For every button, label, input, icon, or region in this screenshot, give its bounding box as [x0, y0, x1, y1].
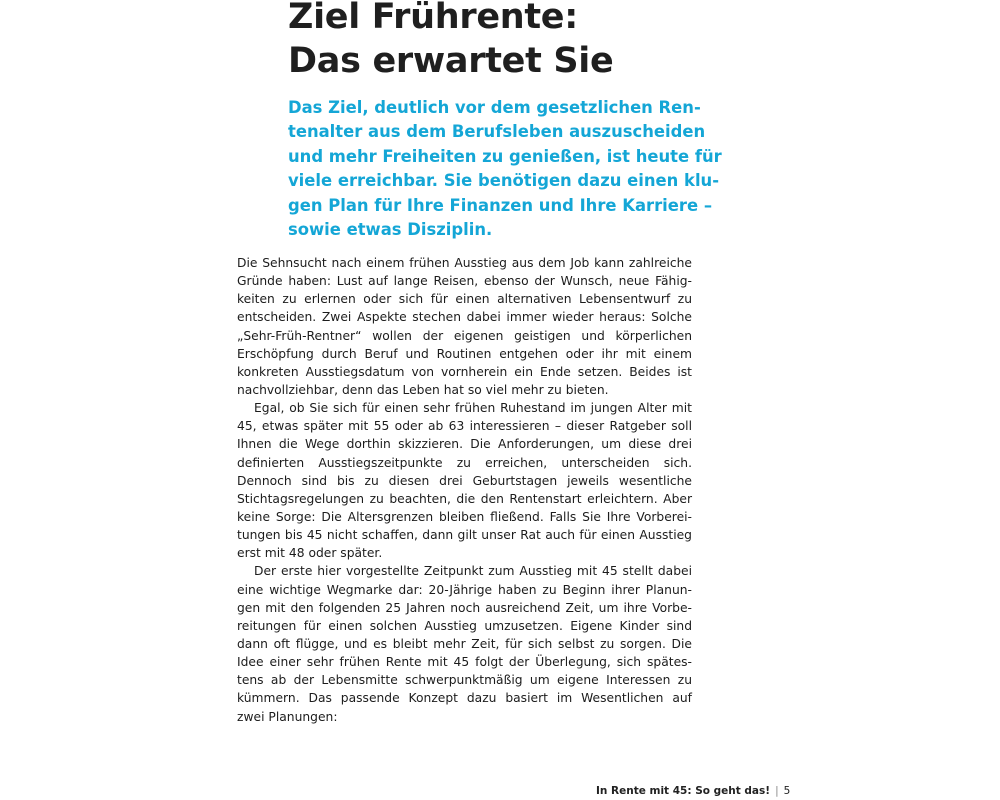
body-line: tungen bis 45 nicht schaffen, dann gilt unser Rat auch für einen Ausstieg	[237, 528, 692, 543]
body-line: nachvollziehbar, denn das Leben hat so viel mehr zu bieten.	[237, 382, 609, 397]
lead-line: und mehr Freiheiten zu genießen, ist heute für	[288, 146, 722, 166]
body-line: reitungen für einen solchen Ausstieg umzusetzen. Eigene Kinder sind	[237, 618, 692, 633]
body-line: Dennoch sind bis zu diesen drei Geburtstagen jeweils wesentliche	[237, 473, 692, 488]
body-line: Erschöpfung durch Beruf und Routinen entgehen oder ihr mit einem	[237, 346, 692, 361]
body-line: 45, etwas später mit 55 oder ab 63 interessieren – dieser Ratgeber soll	[237, 419, 692, 434]
body-line: Stichtagsregelungen zu beachten, die den Rentenstart erleichtern. Aber	[237, 491, 692, 506]
running-title: In Rente mit 45: So geht das!	[596, 785, 771, 797]
body-line: Idee einer sehr frühen Rente mit 45 folgt der Überlegung, sich spätes-	[237, 655, 692, 670]
body-line: konkreten Ausstiegsdatum von vornherein ein Ende setzen. Beides ist	[237, 364, 692, 379]
lead-paragraph	[288, 96, 722, 242]
body-line: eine wichtige Wegmarke dar: 20-Jährige haben zu Beginn ihrer Planun-	[237, 582, 692, 597]
body-line: erst mit 48 oder später.	[237, 546, 383, 561]
body-paragraph-3	[237, 562, 692, 725]
body-line: dann oft flügge, und es bleibt mehr Zeit, für sich selbst zu sorgen. Die	[237, 636, 692, 651]
body-line: kümmern. Das passende Konzept dazu basiert im Wesentlichen auf	[237, 691, 692, 706]
body-line: tens ab der Lebensmitte schwerpunktmäßig um eigene Interessen zu	[237, 673, 692, 688]
page-title-line-1: Ziel Frührente:	[288, 0, 578, 37]
lead-line: Das Ziel, deutlich vor dem gesetzlichen Ren-	[288, 98, 701, 117]
page-number: 5	[783, 785, 791, 797]
body-line: entscheiden. Zwei Aspekte stechen dabei immer wieder heraus: Solche	[237, 310, 692, 325]
body-line: gen mit den folgenden 25 Jahren noch ausreichend Zeit, um ihre Vorbe-	[237, 600, 692, 615]
body-line: Ihnen die Wege dorthin skizzieren. Die Anforderungen, um diese drei	[237, 437, 692, 452]
lead-line: sowie etwas Disziplin.	[288, 220, 493, 240]
body-line: keiten zu erlernen oder sich für einen alternativen Lebensentwurf zu	[237, 292, 692, 307]
lead-line: viele erreichbar. Sie benötigen dazu einen klu-	[288, 171, 720, 191]
page-title	[288, 0, 613, 83]
body-line: Egal, ob Sie sich für einen sehr frühen Ruhestand im jungen Alter mit	[254, 401, 692, 416]
body-line: Die Sehnsucht nach einem frühen Ausstieg aus dem Job kann zahlreiche	[237, 256, 692, 270]
lead-line: gen Plan für Ihre Finanzen und Ihre Karriere –	[288, 195, 713, 215]
page-title-line-2: Das erwartet Sie	[288, 41, 614, 81]
body-paragraph-2	[237, 399, 692, 562]
body-line: keine Sorge: Die Altersgrenzen bleiben fließend. Falls Sie Ihre Vorberei-	[237, 509, 692, 524]
body-text	[237, 254, 692, 726]
page-footer	[596, 785, 790, 797]
body-paragraph-1	[237, 254, 692, 399]
body-line: definierten Ausstiegszeitpunkte zu erreichen, unterscheiden sich.	[237, 455, 692, 470]
body-line: Der erste hier vorgestellte Zeitpunkt zum Ausstieg mit 45 stellt dabei	[254, 564, 692, 579]
body-line: „Sehr-Früh-Rentner“ wollen der eigenen geistigen und körperlichen	[237, 328, 692, 343]
body-line: Gründe haben: Lust auf lange Reisen, ebenso der Wunsch, neue Fähig-	[237, 274, 692, 289]
body-line: zwei Planungen:	[237, 709, 338, 724]
lead-line: tenalter aus dem Berufsleben auszuscheiden	[288, 122, 706, 142]
footer-separator: |	[775, 785, 779, 797]
